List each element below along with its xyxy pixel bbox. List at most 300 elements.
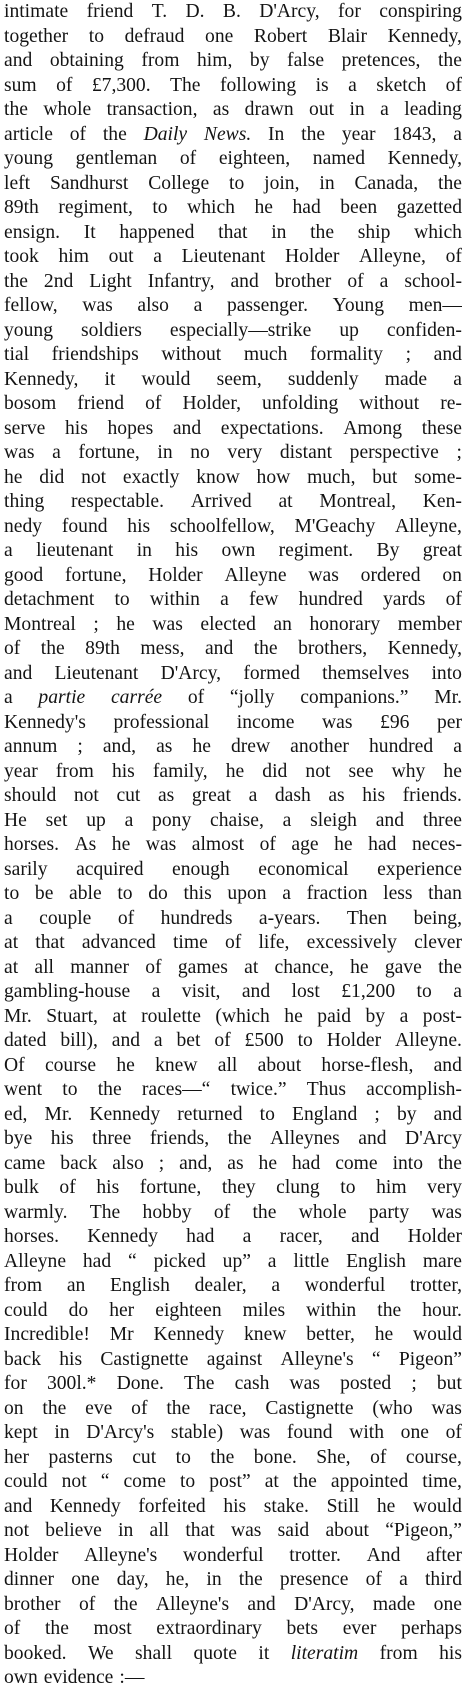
text-line xyxy=(4,613,462,638)
word: been xyxy=(340,197,378,218)
word: that xyxy=(185,1520,215,1541)
word: Castignette xyxy=(100,1348,189,1370)
word: economical xyxy=(258,858,349,880)
word: Ken- xyxy=(422,491,462,512)
word: respectable. xyxy=(71,491,165,512)
text-line xyxy=(4,711,462,736)
word: had xyxy=(82,1250,112,1272)
word: Alleyne's xyxy=(155,1593,230,1615)
text-line xyxy=(4,0,462,25)
word: all xyxy=(149,1520,170,1541)
word: races—“ xyxy=(141,1079,211,1100)
word: the xyxy=(113,1593,138,1615)
word: ; xyxy=(411,1373,417,1394)
word: up xyxy=(86,809,106,831)
word: he xyxy=(374,1324,394,1345)
word: his xyxy=(223,1495,247,1517)
word: of xyxy=(78,1593,96,1615)
word: Mr xyxy=(109,1324,134,1345)
word: £7,300. xyxy=(91,74,151,96)
word: per xyxy=(436,711,462,733)
text-line xyxy=(4,515,462,540)
word: was xyxy=(431,1397,462,1419)
word: couple xyxy=(39,907,92,929)
word: dated xyxy=(4,1030,47,1051)
word: made xyxy=(372,1593,416,1615)
text-line xyxy=(4,1495,462,1520)
word: Young xyxy=(332,295,385,316)
word: English xyxy=(110,1275,170,1296)
word: did xyxy=(262,760,288,782)
word: :— xyxy=(119,1667,145,1688)
word: as xyxy=(328,785,345,806)
word: time xyxy=(172,932,208,953)
text-line xyxy=(4,882,462,907)
word: stake. xyxy=(263,1495,309,1517)
word: said xyxy=(277,1520,310,1541)
word: Holder, xyxy=(182,393,242,414)
word: D'Arcy, xyxy=(259,1,320,22)
word: kept xyxy=(4,1422,38,1443)
word: quote xyxy=(193,1642,237,1664)
word: which xyxy=(414,221,462,243)
word: twice.” xyxy=(230,1079,287,1100)
word: member xyxy=(397,613,462,635)
text-line xyxy=(4,196,462,221)
word: one xyxy=(400,1422,429,1443)
word: to xyxy=(179,1471,196,1492)
word: sleigh xyxy=(310,809,357,831)
word: honorary xyxy=(309,613,381,635)
word: Alleyne, xyxy=(359,246,426,267)
text-line xyxy=(4,221,462,246)
word: Montreal, xyxy=(319,491,397,512)
word: of xyxy=(69,123,87,145)
word: he xyxy=(116,613,135,635)
word: accomplish- xyxy=(366,1079,462,1100)
word: into xyxy=(431,662,462,684)
word: “jolly xyxy=(229,687,275,708)
word: would xyxy=(141,368,191,390)
word: a xyxy=(267,1250,277,1272)
word: three xyxy=(422,809,462,831)
word: the xyxy=(227,1128,252,1149)
word: which xyxy=(187,197,235,218)
word: forfeited xyxy=(138,1495,206,1517)
word: visit, xyxy=(181,981,221,1002)
word: at xyxy=(278,491,293,512)
word: T. xyxy=(151,1,168,22)
text-line xyxy=(4,980,462,1005)
word: this xyxy=(183,883,212,904)
word: 2nd xyxy=(43,270,74,292)
text-line xyxy=(4,1372,462,1397)
word: the xyxy=(377,1299,402,1321)
word: gambling-house xyxy=(4,981,131,1002)
word: of xyxy=(347,270,364,292)
word: school- xyxy=(404,270,462,292)
word: cut xyxy=(116,785,141,806)
word: one xyxy=(205,25,234,47)
word: Alleyne's xyxy=(280,1348,354,1370)
text-line xyxy=(4,392,462,417)
word: Infantry, xyxy=(147,270,215,292)
word: Castignette xyxy=(265,1397,354,1419)
word: Mr. xyxy=(434,687,462,708)
word: ordered xyxy=(360,564,421,586)
word: suddenly xyxy=(287,368,359,390)
word: eighteen xyxy=(155,1299,222,1321)
word: He xyxy=(4,809,27,831)
word: serve xyxy=(4,417,46,439)
word: a xyxy=(242,1226,252,1247)
word: found xyxy=(61,515,108,537)
word: he xyxy=(284,1005,303,1027)
word: bye xyxy=(4,1128,33,1149)
word: the xyxy=(4,99,28,120)
word: his xyxy=(127,515,151,537)
word: D'Arcy xyxy=(405,1128,462,1149)
word: age xyxy=(291,834,319,855)
word: up xyxy=(339,319,359,341)
word: evidence xyxy=(43,1667,114,1688)
word: Kennedy, xyxy=(387,148,462,169)
word: but xyxy=(372,466,398,488)
word: from xyxy=(55,760,94,782)
text-line xyxy=(4,490,462,515)
word: to xyxy=(62,1079,78,1100)
word: booked. xyxy=(4,1642,67,1664)
word: the xyxy=(40,638,65,659)
word: College xyxy=(148,172,210,194)
text-line xyxy=(4,1152,462,1177)
word: annum xyxy=(4,736,58,757)
word: post- xyxy=(422,1005,462,1027)
word: of xyxy=(4,1618,21,1639)
word: not xyxy=(4,1520,30,1541)
word: returned xyxy=(177,1103,243,1125)
word: Light xyxy=(89,270,132,292)
word: not xyxy=(305,760,331,782)
word: the xyxy=(437,1152,462,1174)
word: and xyxy=(375,809,405,831)
italic-word: partie xyxy=(38,687,86,708)
word: made xyxy=(384,368,428,390)
word: “Pigeon,” xyxy=(385,1520,462,1541)
word: Sandhurst xyxy=(49,172,129,194)
word: his xyxy=(439,1642,462,1664)
text-line xyxy=(4,1103,462,1128)
text-line xyxy=(4,956,462,981)
word: how xyxy=(256,466,291,488)
word: regiment. xyxy=(278,540,354,561)
word: D. xyxy=(185,1,205,22)
word: a xyxy=(453,981,462,1002)
text-line xyxy=(4,1544,462,1569)
word: conspiring xyxy=(379,1,462,22)
word: and, xyxy=(179,1152,213,1174)
word: from xyxy=(379,1642,418,1664)
text-line xyxy=(4,662,462,687)
word: about xyxy=(257,1054,302,1076)
word: gentleman xyxy=(75,148,158,169)
word: he xyxy=(4,466,23,488)
word: took xyxy=(4,246,39,267)
word: great xyxy=(422,540,462,561)
word: sarily xyxy=(4,858,48,880)
word: very xyxy=(427,1177,462,1198)
word: without xyxy=(359,393,420,414)
word: he xyxy=(111,834,131,855)
word: the xyxy=(437,50,462,71)
word: acquired xyxy=(76,858,144,880)
word: race, xyxy=(209,1397,247,1419)
word: of xyxy=(365,1569,382,1590)
word: racer, xyxy=(279,1226,323,1247)
word: warmly. xyxy=(4,1201,68,1223)
word: less xyxy=(383,883,413,904)
text-line xyxy=(4,1421,462,1446)
text-line xyxy=(4,686,462,711)
word: Kennedy xyxy=(87,1226,158,1247)
word: he xyxy=(443,760,462,782)
text-line xyxy=(4,441,462,466)
word: knew xyxy=(155,1054,198,1076)
word: was xyxy=(308,564,339,586)
italic-word: literatim xyxy=(290,1642,359,1664)
word: pasterns xyxy=(48,1446,113,1468)
word: Holder xyxy=(4,1544,59,1566)
word: 89th xyxy=(4,197,39,218)
word: and, xyxy=(102,736,137,757)
word: M'Geachy xyxy=(294,515,376,537)
text-line xyxy=(4,1201,462,1226)
word: an xyxy=(273,613,292,635)
word: sum xyxy=(4,74,37,96)
word: dealer, xyxy=(194,1275,247,1296)
word: “ xyxy=(128,1250,137,1272)
text-line xyxy=(4,1617,462,1642)
word: B. xyxy=(222,1,241,22)
word: distant xyxy=(279,442,333,463)
word: pony xyxy=(152,809,192,831)
word: unfolding xyxy=(262,393,339,414)
word: formality xyxy=(310,344,383,365)
word: of xyxy=(445,74,462,96)
word: also xyxy=(112,1152,144,1174)
word: ; xyxy=(158,1152,165,1174)
word: own xyxy=(4,1667,38,1688)
word: men— xyxy=(408,295,462,316)
word: in xyxy=(206,1569,222,1590)
word: at xyxy=(264,1471,279,1492)
word: of xyxy=(145,956,162,978)
text-line xyxy=(4,466,462,491)
word: to xyxy=(229,172,245,194)
word: a xyxy=(153,1030,163,1051)
word: England xyxy=(291,1103,358,1125)
word: a xyxy=(4,907,13,929)
word: hundred xyxy=(368,736,434,757)
word: seem, xyxy=(216,368,262,390)
word: be xyxy=(34,883,54,904)
text-line xyxy=(4,1666,462,1691)
word: set xyxy=(45,809,68,831)
word: Thus xyxy=(306,1079,346,1100)
word: Lieutenant xyxy=(54,662,139,684)
word: was xyxy=(4,442,35,463)
word: Mr. xyxy=(4,1005,32,1027)
word: Done. xyxy=(116,1373,164,1394)
word: not xyxy=(73,785,99,806)
word: ; xyxy=(77,736,83,757)
word: Alleyne's xyxy=(84,1544,158,1566)
word: at xyxy=(4,956,19,978)
word: in xyxy=(319,172,335,194)
word: drew xyxy=(230,736,271,757)
word: exactly xyxy=(122,466,180,488)
word: (which xyxy=(215,1005,270,1027)
word: chaise, xyxy=(210,809,264,831)
word: was xyxy=(289,1373,320,1394)
word: The xyxy=(184,1373,215,1394)
text-line xyxy=(4,1568,462,1593)
word: brother xyxy=(274,270,332,292)
word: it xyxy=(104,368,116,390)
word: and xyxy=(433,1103,462,1125)
text-line xyxy=(4,1225,462,1250)
word: some- xyxy=(414,466,462,488)
word: the xyxy=(97,1079,122,1100)
text-line xyxy=(4,245,462,270)
text-line xyxy=(4,637,462,662)
word: picked xyxy=(153,1250,206,1272)
text-line xyxy=(4,833,462,858)
word: sketch xyxy=(376,74,427,96)
text-line xyxy=(4,1054,462,1079)
word: do xyxy=(68,1299,89,1321)
word: friendships xyxy=(51,344,139,365)
word: Holder xyxy=(148,564,203,586)
word: of xyxy=(445,246,462,267)
word: of xyxy=(187,687,205,708)
word: (who xyxy=(372,1397,413,1419)
word: time, xyxy=(422,1471,462,1492)
word: Canada, xyxy=(354,172,419,194)
word: brother xyxy=(4,1593,61,1615)
text-line xyxy=(4,1299,462,1324)
word: of xyxy=(117,907,135,929)
word: friend xyxy=(77,393,125,414)
word: would xyxy=(413,1324,462,1345)
word: bets xyxy=(286,1618,319,1639)
word: better, xyxy=(306,1324,355,1345)
text-line xyxy=(4,809,462,834)
text-line xyxy=(4,564,462,589)
text-line xyxy=(4,1348,462,1373)
word: to xyxy=(340,1177,356,1198)
word: experience xyxy=(377,858,462,880)
text-line xyxy=(4,1274,462,1299)
word: £500 xyxy=(244,1030,284,1051)
text-line xyxy=(4,1397,462,1422)
word: eighteen, xyxy=(218,148,291,169)
word: at xyxy=(4,932,19,953)
word: back xyxy=(60,1152,98,1174)
word: his xyxy=(50,1128,74,1149)
word: stable) xyxy=(170,1422,224,1443)
word: manner xyxy=(70,956,129,978)
word: “ xyxy=(100,1471,110,1492)
word: Holder xyxy=(284,246,340,267)
text-line xyxy=(4,1078,462,1103)
text-line xyxy=(4,74,462,99)
word: bone. xyxy=(253,1446,297,1468)
word: that xyxy=(218,221,248,243)
word: about xyxy=(325,1520,369,1541)
word: together xyxy=(4,25,69,47)
word: English xyxy=(346,1250,406,1272)
word: in xyxy=(349,99,365,120)
word: him xyxy=(58,246,89,267)
word: schoolfellow, xyxy=(169,515,275,537)
word: ed, xyxy=(4,1103,28,1125)
word: and xyxy=(358,1128,387,1149)
word: and xyxy=(4,1495,33,1517)
word: by xyxy=(365,1005,386,1027)
word: to xyxy=(117,883,133,904)
word: knew xyxy=(243,1324,287,1345)
word: of xyxy=(370,1446,387,1468)
word: most xyxy=(93,1618,132,1639)
word: cash xyxy=(234,1373,270,1394)
word: friend xyxy=(86,1,134,22)
word: party xyxy=(368,1201,410,1223)
word: elected xyxy=(200,613,256,635)
word: perhaps xyxy=(401,1618,462,1639)
word: good xyxy=(4,564,44,586)
word: brothers, xyxy=(298,638,368,659)
word: Still xyxy=(326,1495,360,1517)
text-line xyxy=(4,343,462,368)
word: no xyxy=(190,442,210,463)
word: his xyxy=(362,785,386,806)
italic-word: Daily xyxy=(143,123,188,145)
text-line xyxy=(4,294,462,319)
word: after xyxy=(426,1544,462,1566)
word: expectations. xyxy=(220,417,324,439)
word: yards xyxy=(382,589,426,610)
word: lost xyxy=(291,981,320,1002)
word: a xyxy=(399,1005,409,1027)
text-line xyxy=(4,1250,462,1275)
word: Lieutenant xyxy=(181,246,266,267)
word: would xyxy=(412,1495,462,1517)
word: themselves xyxy=(322,662,410,684)
word: the xyxy=(252,1201,277,1223)
word: professional xyxy=(113,711,210,733)
word: ensign. xyxy=(4,221,61,243)
word: Alleyne xyxy=(4,1250,67,1272)
word: all xyxy=(217,1054,238,1076)
word: Kennedy xyxy=(49,1495,121,1517)
word: Kennedy's xyxy=(4,711,86,733)
word: fortune, xyxy=(139,1177,202,1198)
word: a xyxy=(52,442,61,463)
word: a xyxy=(379,270,389,292)
word: in xyxy=(54,1422,70,1443)
word: and xyxy=(433,344,462,365)
